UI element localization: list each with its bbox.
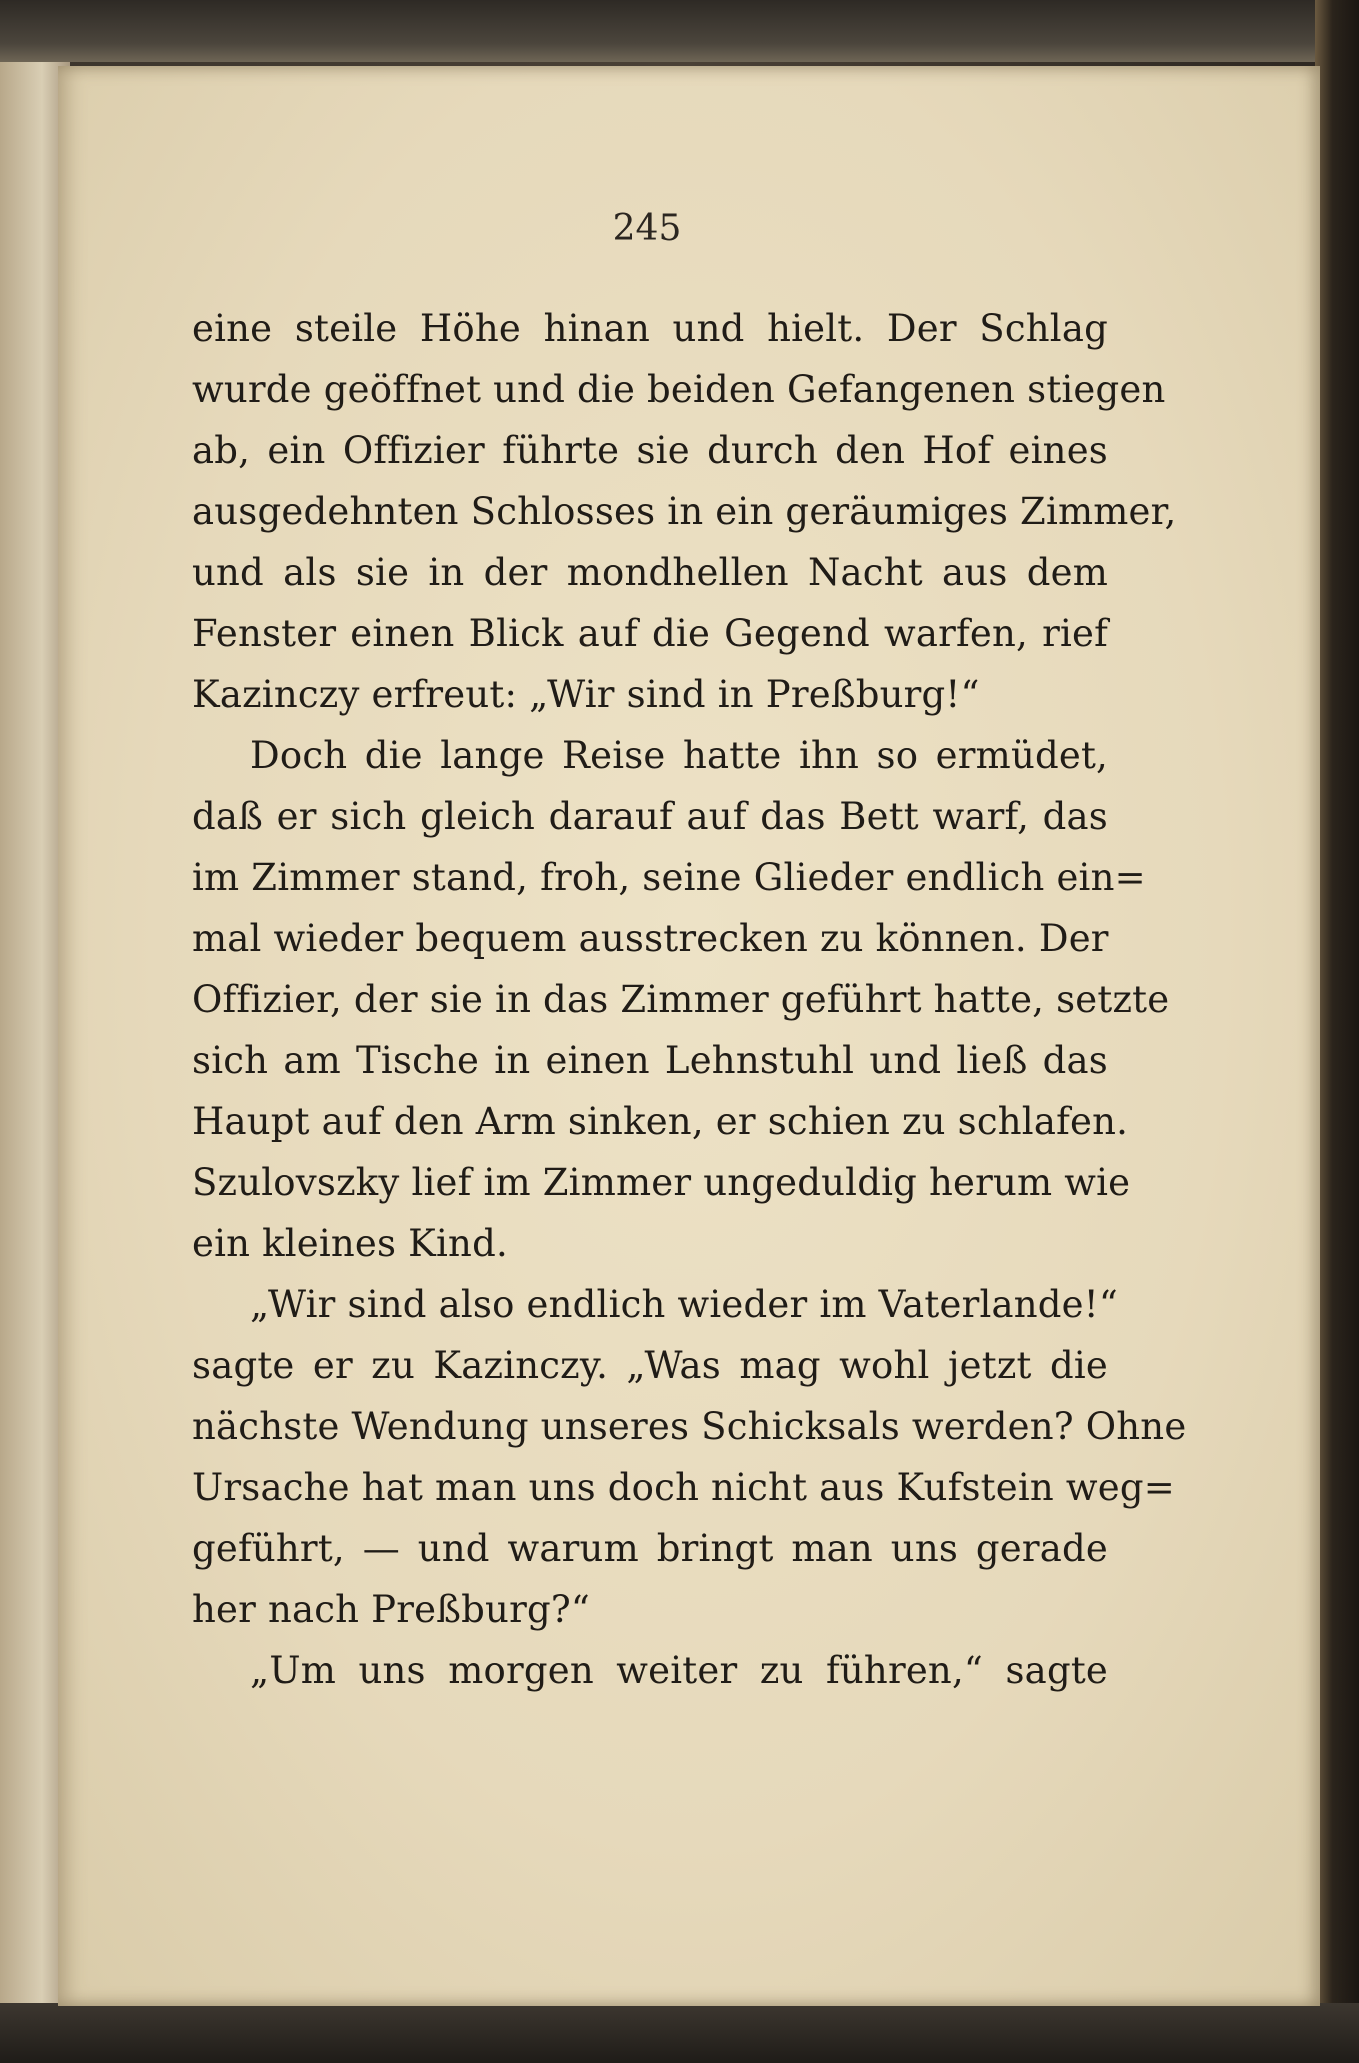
bottom-cover-edge xyxy=(0,2003,1359,2063)
text-line: sagte er zu Kazinczy. „Was mag wohl jetzt die xyxy=(192,1344,1108,1387)
text-line: ausgedehnten Schlosses in ein geräumiges Zimmer, xyxy=(192,490,1177,533)
text-line: ab, ein Offizier führte sie durch den Hof eines xyxy=(192,429,1108,472)
text-line: nächste Wendung unseres Schicksals werden? Ohne xyxy=(192,1405,1187,1448)
text-line: mal wieder bequem ausstrecken zu können. Der xyxy=(192,917,1109,960)
text-line: her nach Preßburg?“ xyxy=(192,1588,591,1631)
text-line: daß er sich gleich darauf auf das Bett warf, das xyxy=(192,795,1108,838)
text-line: „Wir sind also endlich wieder im Vaterlande!“ xyxy=(250,1283,1118,1326)
text-line: eine steile Höhe hinan und hielt. Der Schlag xyxy=(192,307,1108,350)
page-number: 245 xyxy=(612,208,682,249)
text-line: Szulovszky lief im Zimmer ungeduldig herum wie xyxy=(192,1161,1131,1204)
book-page xyxy=(58,66,1320,2006)
right-cover-edge xyxy=(1315,0,1359,2063)
text-line: sich am Tische in einen Lehnstuhl und ließ das xyxy=(192,1039,1108,1082)
text-line: und als sie in der mondhellen Nacht aus dem xyxy=(192,551,1108,594)
text-line: wurde geöffnet und die beiden Gefangenen stiegen xyxy=(192,368,1166,411)
page-text xyxy=(192,298,1187,1701)
top-cover-edge xyxy=(0,0,1359,62)
text-line: Doch die lange Reise hatte ihn so ermüdet, xyxy=(250,734,1108,777)
text-line: im Zimmer stand, froh, seine Glieder endlich ein= xyxy=(192,856,1146,899)
text-line: geführt, — und warum bringt man uns gerade xyxy=(192,1527,1108,1570)
text-line: Fenster einen Blick auf die Gegend warfen, rief xyxy=(192,612,1108,655)
text-line: Haupt auf den Arm sinken, er schien zu schlafen. xyxy=(192,1100,1129,1143)
text-line: ein kleines Kind. xyxy=(192,1222,508,1265)
text-line: Kazinczy erfreut: „Wir sind in Preßburg!“ xyxy=(192,673,980,716)
text-line: Offizier, der sie in das Zimmer geführt hatte, setzte xyxy=(192,978,1170,1021)
text-line: Ursache hat man uns doch nicht aus Kufstein weg= xyxy=(192,1466,1175,1509)
text-line: „Um uns morgen weiter zu führen,“ sagte xyxy=(250,1649,1108,1692)
